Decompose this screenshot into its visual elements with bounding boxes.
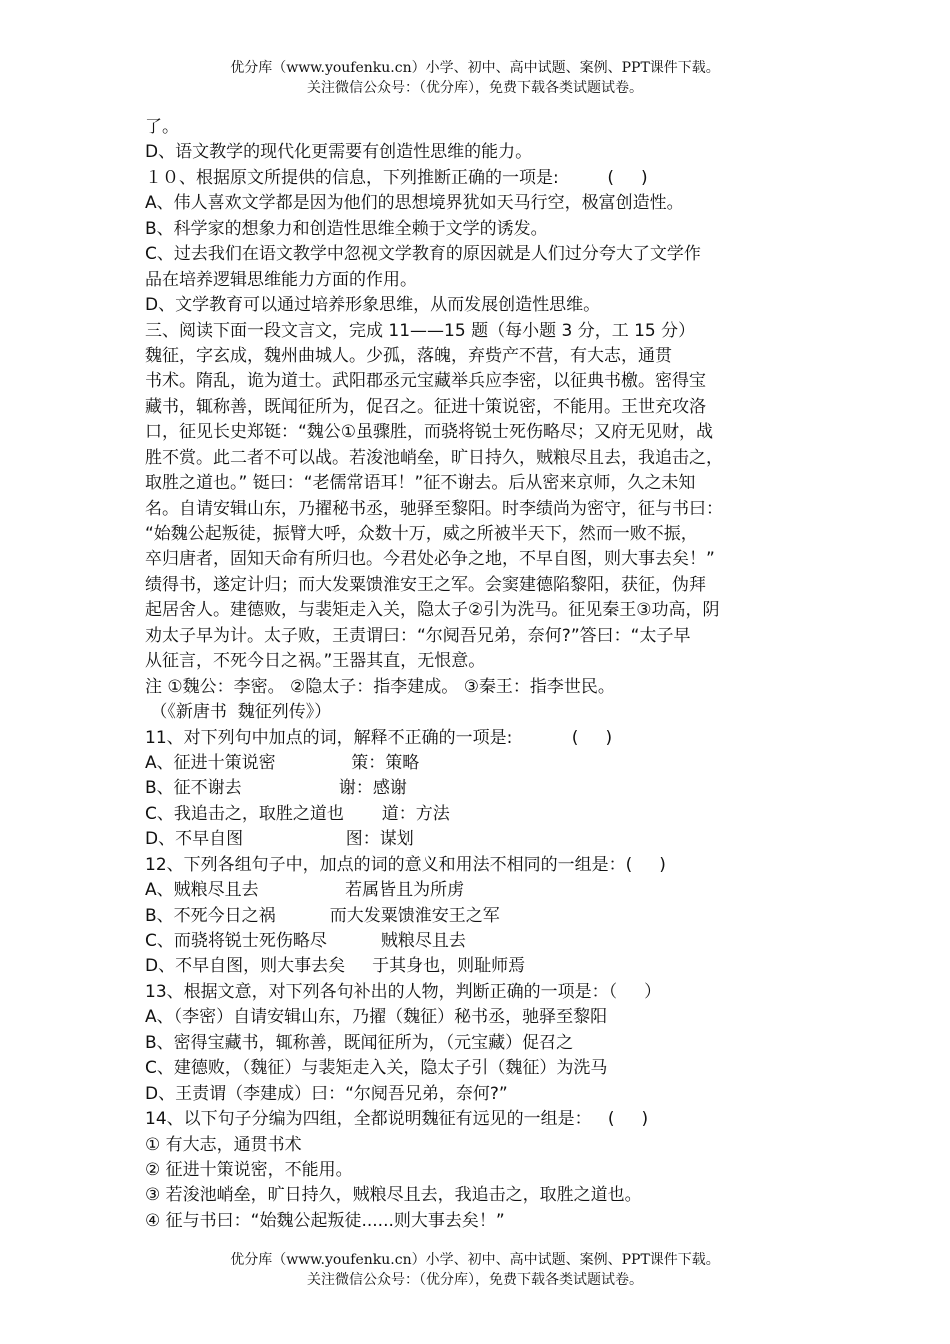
text-line: 了。 [145, 117, 179, 137]
text-line: A、征进十策说密 策：策略 [145, 752, 420, 773]
text-line: D、语文教学的现代化更需要有创造性思维的能力。 [145, 142, 533, 163]
page-footer [0, 1250, 950, 1290]
text-line: 魏征，字玄成，魏州曲城人。少孤，落魄，弃赀产不营，有大志，通贯 [145, 345, 672, 366]
text-line: B、征不谢去 谢：感谢 [145, 778, 407, 799]
text-line: C、建德败，（魏征）与裴矩走入关，隐太子引（魏征）为洗马 [145, 1058, 608, 1079]
document-body [145, 115, 835, 1234]
text-line: ① 有大志，通贯书术 [145, 1134, 302, 1155]
text-line: 11、对下列句中加点的词，解释不正确的一项是: ( ) [145, 727, 613, 748]
text-line: 三、阅读下面一段文言文，完成 11——15 题（每小题 3 分，工 15 分） [145, 320, 696, 341]
text-line: B、科学家的想象力和创造性思维全赖于文学的诱发。 [145, 218, 548, 239]
text-line: 注 ①魏公：李密。 ②隐太子：指李建成。 ③秦王：指李世民。 [145, 676, 615, 697]
text-line: 12、下列各组句子中，加点的词的意义和用法不相同的一组是：( ) [145, 854, 666, 875]
text-line: 起居舍人。建德败，与裴矩走入关，隐太子②引为洗马。征见秦王③功高，阴 [145, 600, 720, 621]
text-line: C、我追击之，取胜之道也 道：方法 [145, 803, 450, 824]
text-line: B、不死今日之祸 而大发粟馈淮安王之军 [145, 905, 500, 926]
text-line: A、（李密）自请安辑山东，乃擢（魏征）秘书丞，驰驿至黎阳 [145, 1007, 608, 1028]
text-line: 藏书，辄称善，既闻征所为，促召之。征进十策说密，不能用。王世充攻洛 [145, 396, 706, 417]
text-line: ④ 征与书曰：“始魏公起叛徒......则大事去矣！” [145, 1210, 505, 1231]
text-line: A、贼粮尽且去 若属皆且为所虏 [145, 880, 465, 901]
text-line: D、不早自图，则大事去矣 于其身也，则耻师焉 [145, 956, 526, 977]
text-line: D、王责谓（李建成）曰：“尔阋吾兄弟，奈何?” [145, 1083, 508, 1104]
text-line: 名。自请安辑山东，乃擢秘书丞，驰驿至黎阳。时李绩尚为密守，征与书曰： [145, 498, 723, 519]
text-line: ② 征进十策说密，不能用。 [145, 1159, 353, 1180]
footer-line-2: 关注微信公众号：（优分库），免费下载各类试题试卷。 [307, 1272, 643, 1288]
text-line: D、文学教育可以通过培养形象思维，从而发展创造性思维。 [145, 295, 601, 316]
text-line: 口，征见长史郑铤：“魏公①虽骤胜，而骁将锐士死伤略尽；又府无见财，战 [145, 422, 714, 443]
text-line: “始魏公起叛徒，振臂大呼，众数十万，威之所被半天下，然而一败不振， [145, 524, 698, 544]
text-line: C、过去我们在语文教学中忽视文学教育的原因就是人们过分夸大了文学作 [145, 244, 701, 265]
text-line: 书术。隋乱，诡为道士。武阳郡丞元宝藏举兵应李密，以征典书檄。密得宝 [145, 371, 706, 392]
text-line: D、不早自图 图：谋划 [145, 829, 414, 850]
text-line: 劝太子早为计。太子败，王责谓曰：“尔阋吾兄弟，奈何?”答曰：“太子早 [145, 625, 691, 646]
header-line-1: 优分库（www.youfenku.cn）小学、初中、高中试题、案例、PPT课件下载。 [230, 60, 720, 76]
text-line: B、密得宝藏书，辄称善，既闻征所为，（元宝藏）促召之 [145, 1032, 574, 1053]
text-line: A、伟人喜欢文学都是因为他们的思想境界犹如天马行空，极富创造性。 [145, 193, 684, 214]
text-line: （《新唐书 魏征列传》） [145, 702, 332, 723]
text-line: 13、根据文意，对下列各句补出的人物，判断正确的一项是：（ ） [145, 981, 662, 1002]
text-line: １０、根据原文所提供的信息，下列推断正确的一项是: ( ) [145, 167, 648, 188]
text-line: 绩得书，遂定计归；而大发粟馈淮安王之军。会窦建德陷黎阳，获征，伪拜 [145, 574, 706, 595]
header-line-2: 关注微信公众号：（优分库），免费下载各类试题试卷。 [307, 80, 643, 96]
text-line: 从征言，不死今日之祸。”王器其直，无恨意。 [145, 651, 486, 672]
page-header [0, 58, 950, 98]
text-line: C、而骁将锐士死伤略尽 贼粮尽且去 [145, 931, 466, 951]
text-line: 取胜之道也。” 铤曰：“老儒常语耳！”征不谢去。后从密来京师，久之未知 [145, 473, 696, 494]
text-line: 品在培养逻辑思维能力方面的作用。 [145, 269, 417, 290]
footer-line-1: 优分库（www.youfenku.cn）小学、初中、高中试题、案例、PPT课件下载。 [230, 1252, 720, 1268]
text-line: 卒归唐者，固知天命有所归也。今君处必争之地，不早自图，则大事去矣！” [145, 549, 715, 570]
text-line: 14、以下句子分编为四组，全都说明魏征有远见的一组是： ( ) [145, 1109, 649, 1130]
text-line: ③ 若浚池峭垒，旷日持久，贼粮尽且去，我追击之，取胜之道也。 [145, 1185, 642, 1206]
text-line: 胜不赏。此二者不可以战。若浚池峭垒，旷日持久，贼粮尽且去，我追击之， [145, 447, 723, 468]
